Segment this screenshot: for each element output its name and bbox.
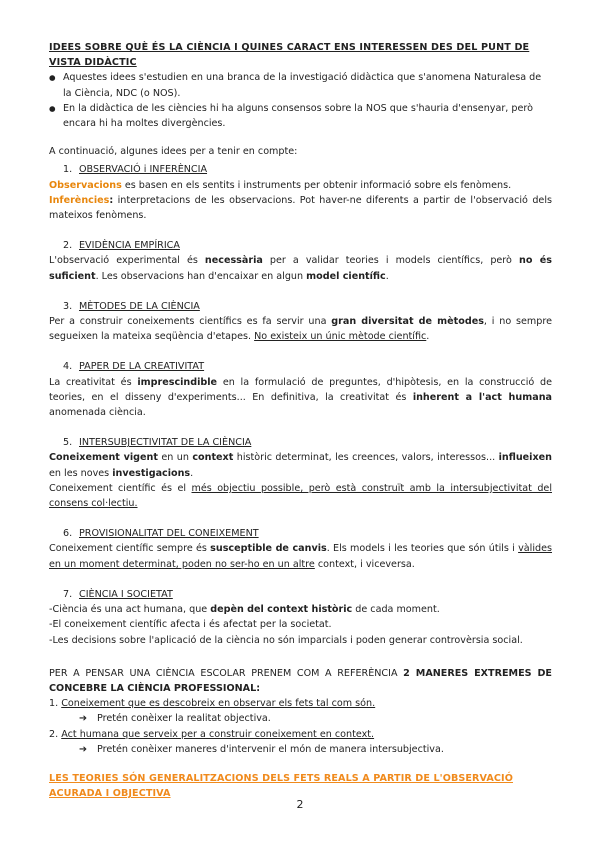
section-line: -El coneixement científic afecta i és afectat per la societat. bbox=[49, 619, 332, 631]
section-creativitat bbox=[49, 359, 552, 420]
section-number: 4. bbox=[63, 361, 73, 373]
section-paragraph: Per a construir coneixements científics es fa servir una gran diversitat de mètodes, i no sempre segueixen la mateixa seqüència d'etapes. No existeix un únic mètode científic. bbox=[49, 316, 552, 343]
section-number: 5. bbox=[63, 437, 73, 449]
section-paragraph: Coneixement vigent en un context històric determinat, les creences, valors, interessos... influeixen en les noves investigacions. bbox=[49, 452, 552, 479]
section-title: PAPER DE LA CREATIVITAT bbox=[79, 361, 205, 373]
section-intersubjectivitat bbox=[49, 435, 552, 511]
page-number: 2 bbox=[296, 798, 304, 811]
section-societat bbox=[49, 587, 552, 648]
document-page bbox=[49, 40, 552, 801]
term-inferencies: Inferències bbox=[49, 194, 110, 206]
section-number: 7. bbox=[63, 588, 73, 600]
arrow-right-icon: ➔ bbox=[79, 743, 88, 755]
section-heading bbox=[49, 162, 552, 177]
section-line: -Ciència és una act humana, que depèn del context històric de cada moment. bbox=[49, 604, 440, 616]
section-observacio bbox=[49, 162, 552, 223]
reference-item: 1. Coneixement que es descobreix en observar els fets tal com són. bbox=[49, 698, 376, 710]
page-title: IDEES SOBRE QUÈ ÉS LA CIÈNCIA I QUINES CARACT ENS INTERESSEN DES DEL PUNT DE VISTA DIDÀCTIC bbox=[49, 42, 530, 69]
section-title: EVIDÈNCIA EMPÍRICA bbox=[79, 240, 180, 252]
section-heading bbox=[49, 238, 552, 253]
bullet-item: ● En la didàctica de les ciències hi ha alguns consensos sobre la NOS que s'hauria d'ensenyar, però encara hi ha moltes divergències. bbox=[49, 101, 552, 131]
section-title: PROVISIONALITAT DEL CONEIXEMENT bbox=[79, 528, 259, 540]
section-paragraph: Observacions es basen en els sentits i instruments per obtenir informació sobre els fenòmens. bbox=[49, 179, 512, 191]
section-number: 2. bbox=[63, 240, 73, 252]
section-number: 1. bbox=[63, 164, 73, 176]
section-title: INTERSUBJECTIVITAT DE LA CIÈNCIA bbox=[79, 437, 252, 449]
reference-paragraph: PER A PENSAR UNA CIÈNCIA ESCOLAR PRENEM COM A REFERÈNCIA 2 MANERES EXTREMES DE CONCEBRE LA CIÈNCIA PROFESSIONAL: bbox=[49, 667, 552, 694]
section-paragraph: La creativitat és imprescindible en la formulació de preguntes, d'hipòtesis, en la construcció de teories, en el disseny d'experiments... En definitiva, la creativitat és inherent a l'act humana anomenada ciència. bbox=[49, 376, 552, 419]
reference-list bbox=[49, 696, 552, 757]
section-heading bbox=[49, 299, 552, 314]
section-title: MÈTODES DE LA CIÈNCIA bbox=[79, 300, 200, 312]
section-paragraph: Coneixement científic sempre és susceptible de canvis. Els models i les teories que són útils i vàlides en un moment determinat, poden no ser-ho en un altre context, i viceversa. bbox=[49, 543, 552, 570]
final-statement: LES TEORIES SÓN GENERALITZACIONS DELS FETS REALS A PARTIR DE L'OBSERVACIÓ ACURADA I OBJECTIVA bbox=[49, 772, 513, 800]
section-title: CIÈNCIA I SOCIETAT bbox=[79, 588, 173, 600]
section-heading bbox=[49, 587, 552, 602]
section-paragraph: L'observació experimental és necessària per a validar teories i models científics, però no és suficient. Les observacions han d'encaixar en algun model científic. bbox=[49, 255, 552, 282]
section-line: -Les decisions sobre l'aplicació de la ciència no són imparcials i poden generar controvèrsia social. bbox=[49, 634, 523, 646]
section-metodes bbox=[49, 299, 552, 345]
reference-item: 2. Act humana que serveix per a construir coneixement en context. bbox=[49, 728, 375, 740]
intro-bullets bbox=[49, 70, 552, 131]
section-evidencia bbox=[49, 238, 552, 284]
section-number: 3. bbox=[63, 300, 73, 312]
bullet-item: ● Aquestes idees s'estudien en una branca de la investigació didàctica que s'anomena Naturalesa de la Ciència, NDC (o NOS). bbox=[49, 70, 552, 100]
reference-subitem: ➔ Pretén conèixer la realitat objectiva. bbox=[49, 711, 552, 726]
term-observacions: Observacions bbox=[49, 179, 122, 191]
section-title: OBSERVACIÓ i INFERÈNCIA bbox=[79, 164, 208, 176]
section-provisionalitat bbox=[49, 526, 552, 572]
section-paragraph: Inferències: interpretacions de les observacions. Pot haver-ne diferents a partir de l'observació dels mateixos fenòmens. bbox=[49, 194, 552, 222]
section-number: 6. bbox=[63, 528, 73, 540]
intro-text: A continuació, algunes idees per a tenir en compte: bbox=[49, 146, 298, 158]
arrow-right-icon: ➔ bbox=[79, 713, 88, 725]
section-heading bbox=[49, 359, 552, 374]
section-heading bbox=[49, 435, 552, 450]
section-paragraph: Coneixement científic és el més objectiu possible, però està construït amb la intersubjectivitat del consens col·lectiu. bbox=[49, 482, 552, 510]
reference-subitem: ➔ Pretén conèixer maneres d'intervenir el món de manera intersubjectiva. bbox=[49, 742, 552, 757]
section-heading bbox=[49, 526, 552, 541]
